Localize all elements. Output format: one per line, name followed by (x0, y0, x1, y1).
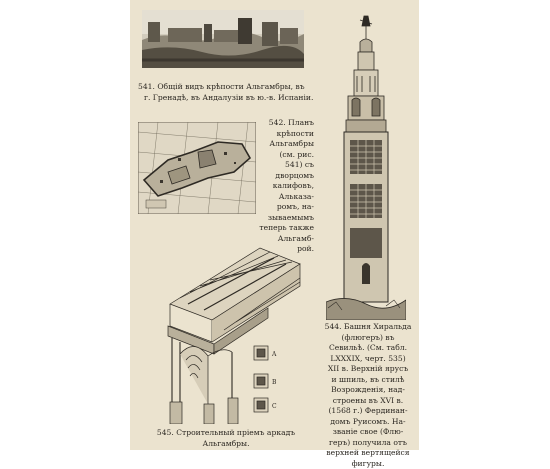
caption-line: Альгамб- (258, 234, 314, 245)
caption-line: рой. (258, 244, 314, 255)
caption-line: 544. Башня Хиральда (320, 322, 416, 333)
caption-line: строены въ XVI в. (320, 396, 416, 407)
caption-line: теперь также (258, 223, 314, 234)
caption-line: калифовъ, (258, 181, 314, 192)
caption-line: Севильѣ. (См. табл. (320, 343, 416, 354)
caption-line: Альказа- (258, 192, 314, 203)
caption-line: и шпиль, въ стилѣ (320, 375, 416, 386)
caption-line: (см. рис. (258, 150, 314, 161)
caption-line: ромъ, на- (258, 202, 314, 213)
detail-letter-a: A (271, 351, 277, 358)
caption-line: (флюгеръ) въ (320, 333, 416, 344)
caption-line: фигуры. (320, 459, 416, 469)
detail-letter-c: C (272, 403, 277, 410)
caption-line: крѣпости (258, 129, 314, 140)
caption-line: верхней вертящейся (320, 448, 416, 459)
caption-line: Возрожденія, над- (320, 385, 416, 396)
figure-545-caption (136, 428, 316, 449)
caption-line: 541. Общій видъ крѣпости Альгамбры, въ (138, 82, 313, 93)
figure-544-caption (320, 322, 416, 469)
caption-line: LXXXIX, черт. 535) (320, 354, 416, 365)
caption-line: г. Гренадѣ, въ Андалузіи въ ю.-в. Испаніи. (138, 93, 313, 104)
caption-line: 542. Планъ (258, 118, 314, 129)
alhambra-fortress-photo (142, 10, 304, 68)
caption-line: домъ Руисомъ. На- (320, 417, 416, 428)
caption-line: геръ) получила отъ (320, 438, 416, 449)
giralda-tower-drawing (326, 12, 406, 320)
book-page (130, 0, 419, 450)
figure-541-caption (138, 82, 313, 103)
detail-letter-b: B (272, 379, 277, 386)
caption-line: Альгамбры. (136, 439, 316, 450)
caption-line: 545. Строительный пріемъ аркадъ (136, 428, 316, 439)
arcade-construction-drawing (150, 234, 302, 424)
caption-line: XII в. Верхній ярусъ (320, 364, 416, 375)
caption-line: зываемымъ (258, 213, 314, 224)
caption-line: (1568 г.) Фердинан- (320, 406, 416, 417)
caption-line: званіе свое (Флю- (320, 427, 416, 438)
alhambra-plan-map (138, 122, 256, 214)
caption-line: 541) съ (258, 160, 314, 171)
caption-line: Альгамбры (258, 139, 314, 150)
caption-line: дворцомъ (258, 171, 314, 182)
